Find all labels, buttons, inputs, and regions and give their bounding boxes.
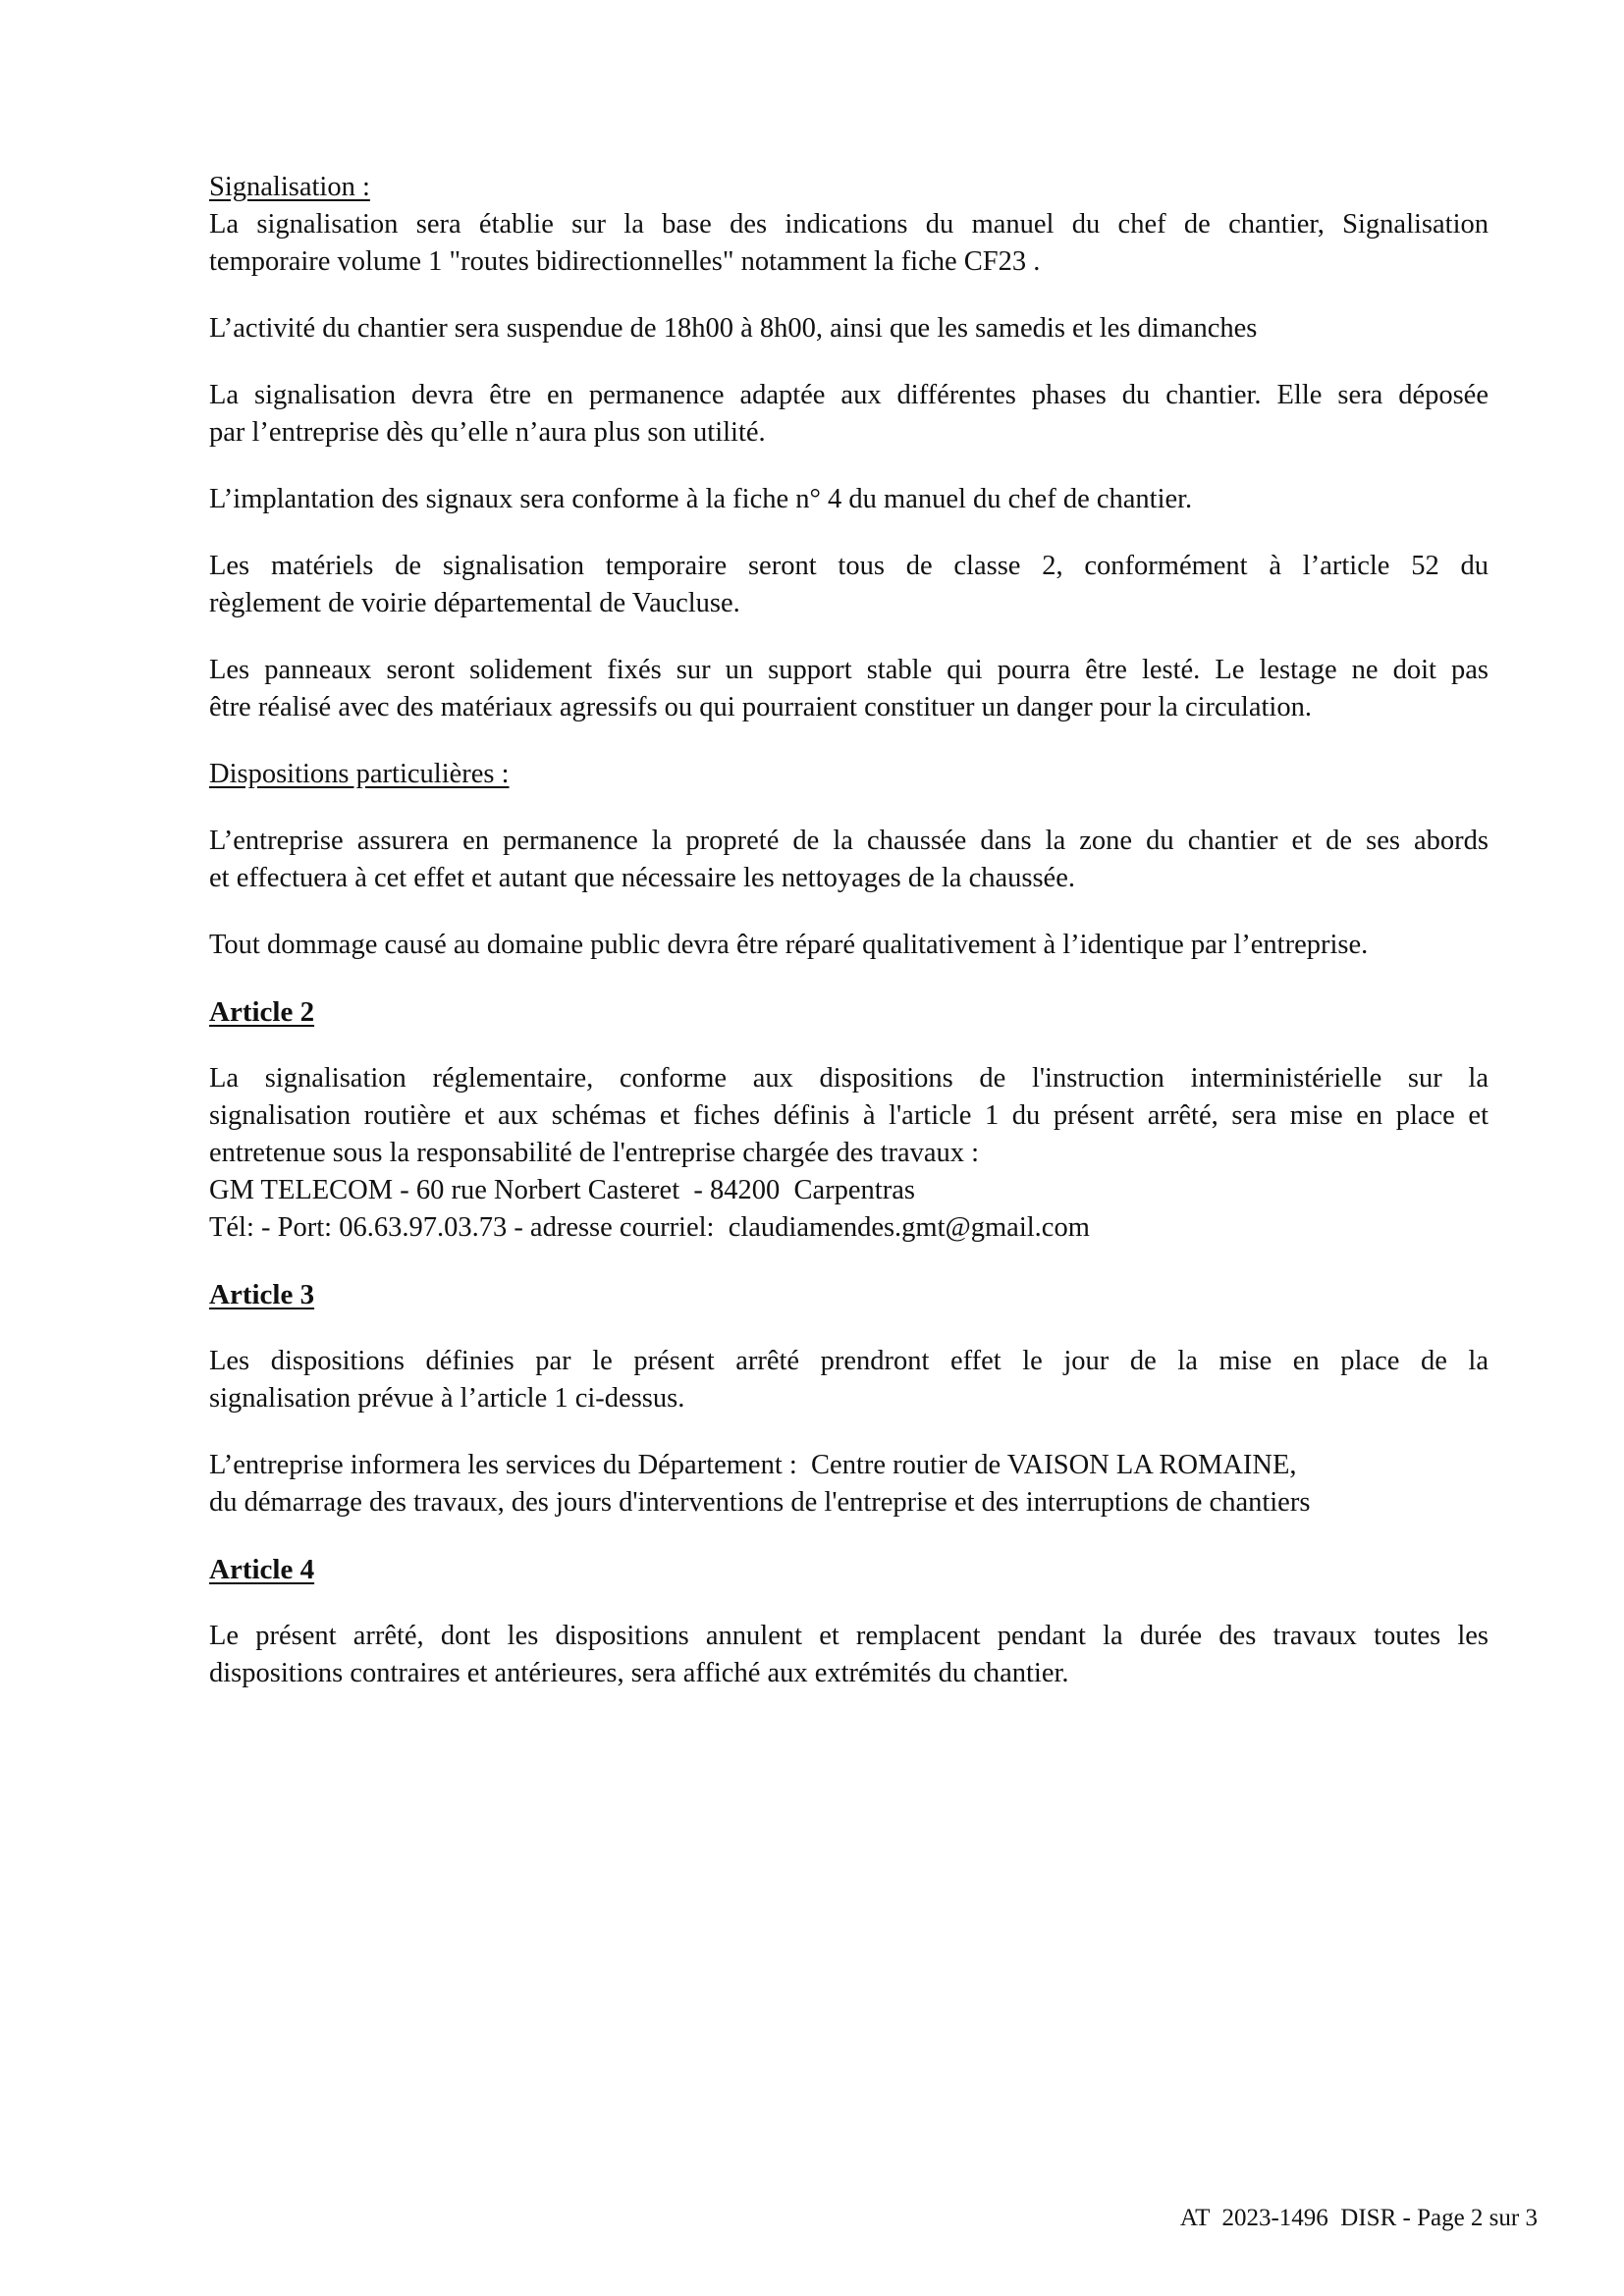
article-4-paragraph: [209, 1618, 1489, 1692]
text-line: et effectuera à cet effet et autant que nécessaire les nettoyages de la chaussée.: [209, 863, 1075, 893]
text-line: La signalisation réglementaire, conforme aux dispositions de l'instruction interministérielle sur la: [209, 1063, 1489, 1094]
text-line: signalisation routière et aux schémas et fiches définis à l'article 1 du présent arrêté, sera mise en place et: [209, 1100, 1489, 1131]
text-line: L’activité du chantier sera suspendue de 18h00 à 8h00, ainsi que les samedis et les dimanches: [209, 313, 1258, 344]
signalisation-intro-paragraph: [209, 206, 1489, 281]
materiels-paragraph: [209, 548, 1489, 622]
article-3-title: Article 3: [209, 1279, 315, 1310]
text-line: règlement de voirie départemental de Vaucluse.: [209, 588, 740, 618]
article-2-paragraph: [209, 1060, 1489, 1247]
text-line: Les panneaux seront solidement fixés sur un support stable qui pourra être lesté. Le lestage ne doit pas: [209, 655, 1489, 685]
text-line: entretenue sous la responsabilité de l'entreprise chargée des travaux :: [209, 1138, 980, 1168]
article-3-info-paragraph: [209, 1447, 1489, 1522]
suspension-paragraph: [209, 310, 1489, 347]
text-line: du démarrage des travaux, des jours d'interventions de l'entreprise et des interruptions de chantiers: [209, 1487, 1311, 1518]
dommage-paragraph: [209, 927, 1489, 964]
text-line: La signalisation devra être en permanence adaptée aux différentes phases du chantier. Elle sera déposée: [209, 380, 1489, 410]
text-line: L’entreprise assurera en permanence la propreté de la chaussée dans la zone du chantier et de ses abords: [209, 826, 1489, 856]
text-line: Le présent arrêté, dont les dispositions annulent et remplacent pendant la durée des travaux toutes les: [209, 1621, 1489, 1651]
text-line: signalisation prévue à l’article 1 ci-dessus.: [209, 1383, 685, 1414]
panneaux-paragraph: [209, 652, 1489, 726]
article-2-title: Article 2: [209, 996, 315, 1028]
text-line: L’implantation des signaux sera conforme à la fiche n° 4 du manuel du chef de chantier.: [209, 484, 1193, 514]
implantation-paragraph: [209, 481, 1489, 518]
dispositions-heading: Dispositions particulières :: [209, 759, 510, 789]
text-line: être réalisé avec des matériaux agressifs ou qui pourraient constituer un danger pour la circulation.: [209, 692, 1312, 722]
text-line: Tout dommage causé au domaine public devra être réparé qualitativement à l’identique par l’entreprise.: [209, 930, 1369, 960]
text-line: Les dispositions définies par le présent arrêté prendront effet le jour de la mise en place de la: [209, 1346, 1489, 1376]
text-line: dispositions contraires et antérieures, sera affiché aux extrémités du chantier.: [209, 1658, 1069, 1688]
text-line: temporaire volume 1 "routes bidirectionnelles" notamment la fiche CF23 .: [209, 246, 1041, 277]
article-4-title: Article 4: [209, 1554, 315, 1585]
text-line: Les matériels de signalisation temporaire seront tous de classe 2, conformément à l’article 52 du: [209, 551, 1489, 581]
adaptation-paragraph: [209, 377, 1489, 452]
proprete-paragraph: [209, 823, 1489, 897]
document-body: [209, 169, 1489, 1722]
text-line: La signalisation sera établie sur la base des indications du manuel du chef de chantier, Signalisation: [209, 209, 1489, 240]
text-line: par l’entreprise dès qu’elle n’aura plus son utilité.: [209, 417, 766, 448]
page-footer-reference: AT 2023-1496 DISR - Page 2 sur 3: [1179, 2205, 1538, 2231]
signalisation-heading: Signalisation :: [209, 172, 370, 202]
company-contact: Tél: - Port: 06.63.97.03.73 - adresse courriel: claudiamendes.gmt@gmail.com: [209, 1212, 1090, 1243]
text-line: L’entreprise informera les services du Département : Centre routier de VAISON LA ROMAINE,: [209, 1450, 1297, 1480]
company-address: GM TELECOM - 60 rue Norbert Casteret - 84200 Carpentras: [209, 1175, 915, 1205]
article-3-paragraph: [209, 1343, 1489, 1417]
